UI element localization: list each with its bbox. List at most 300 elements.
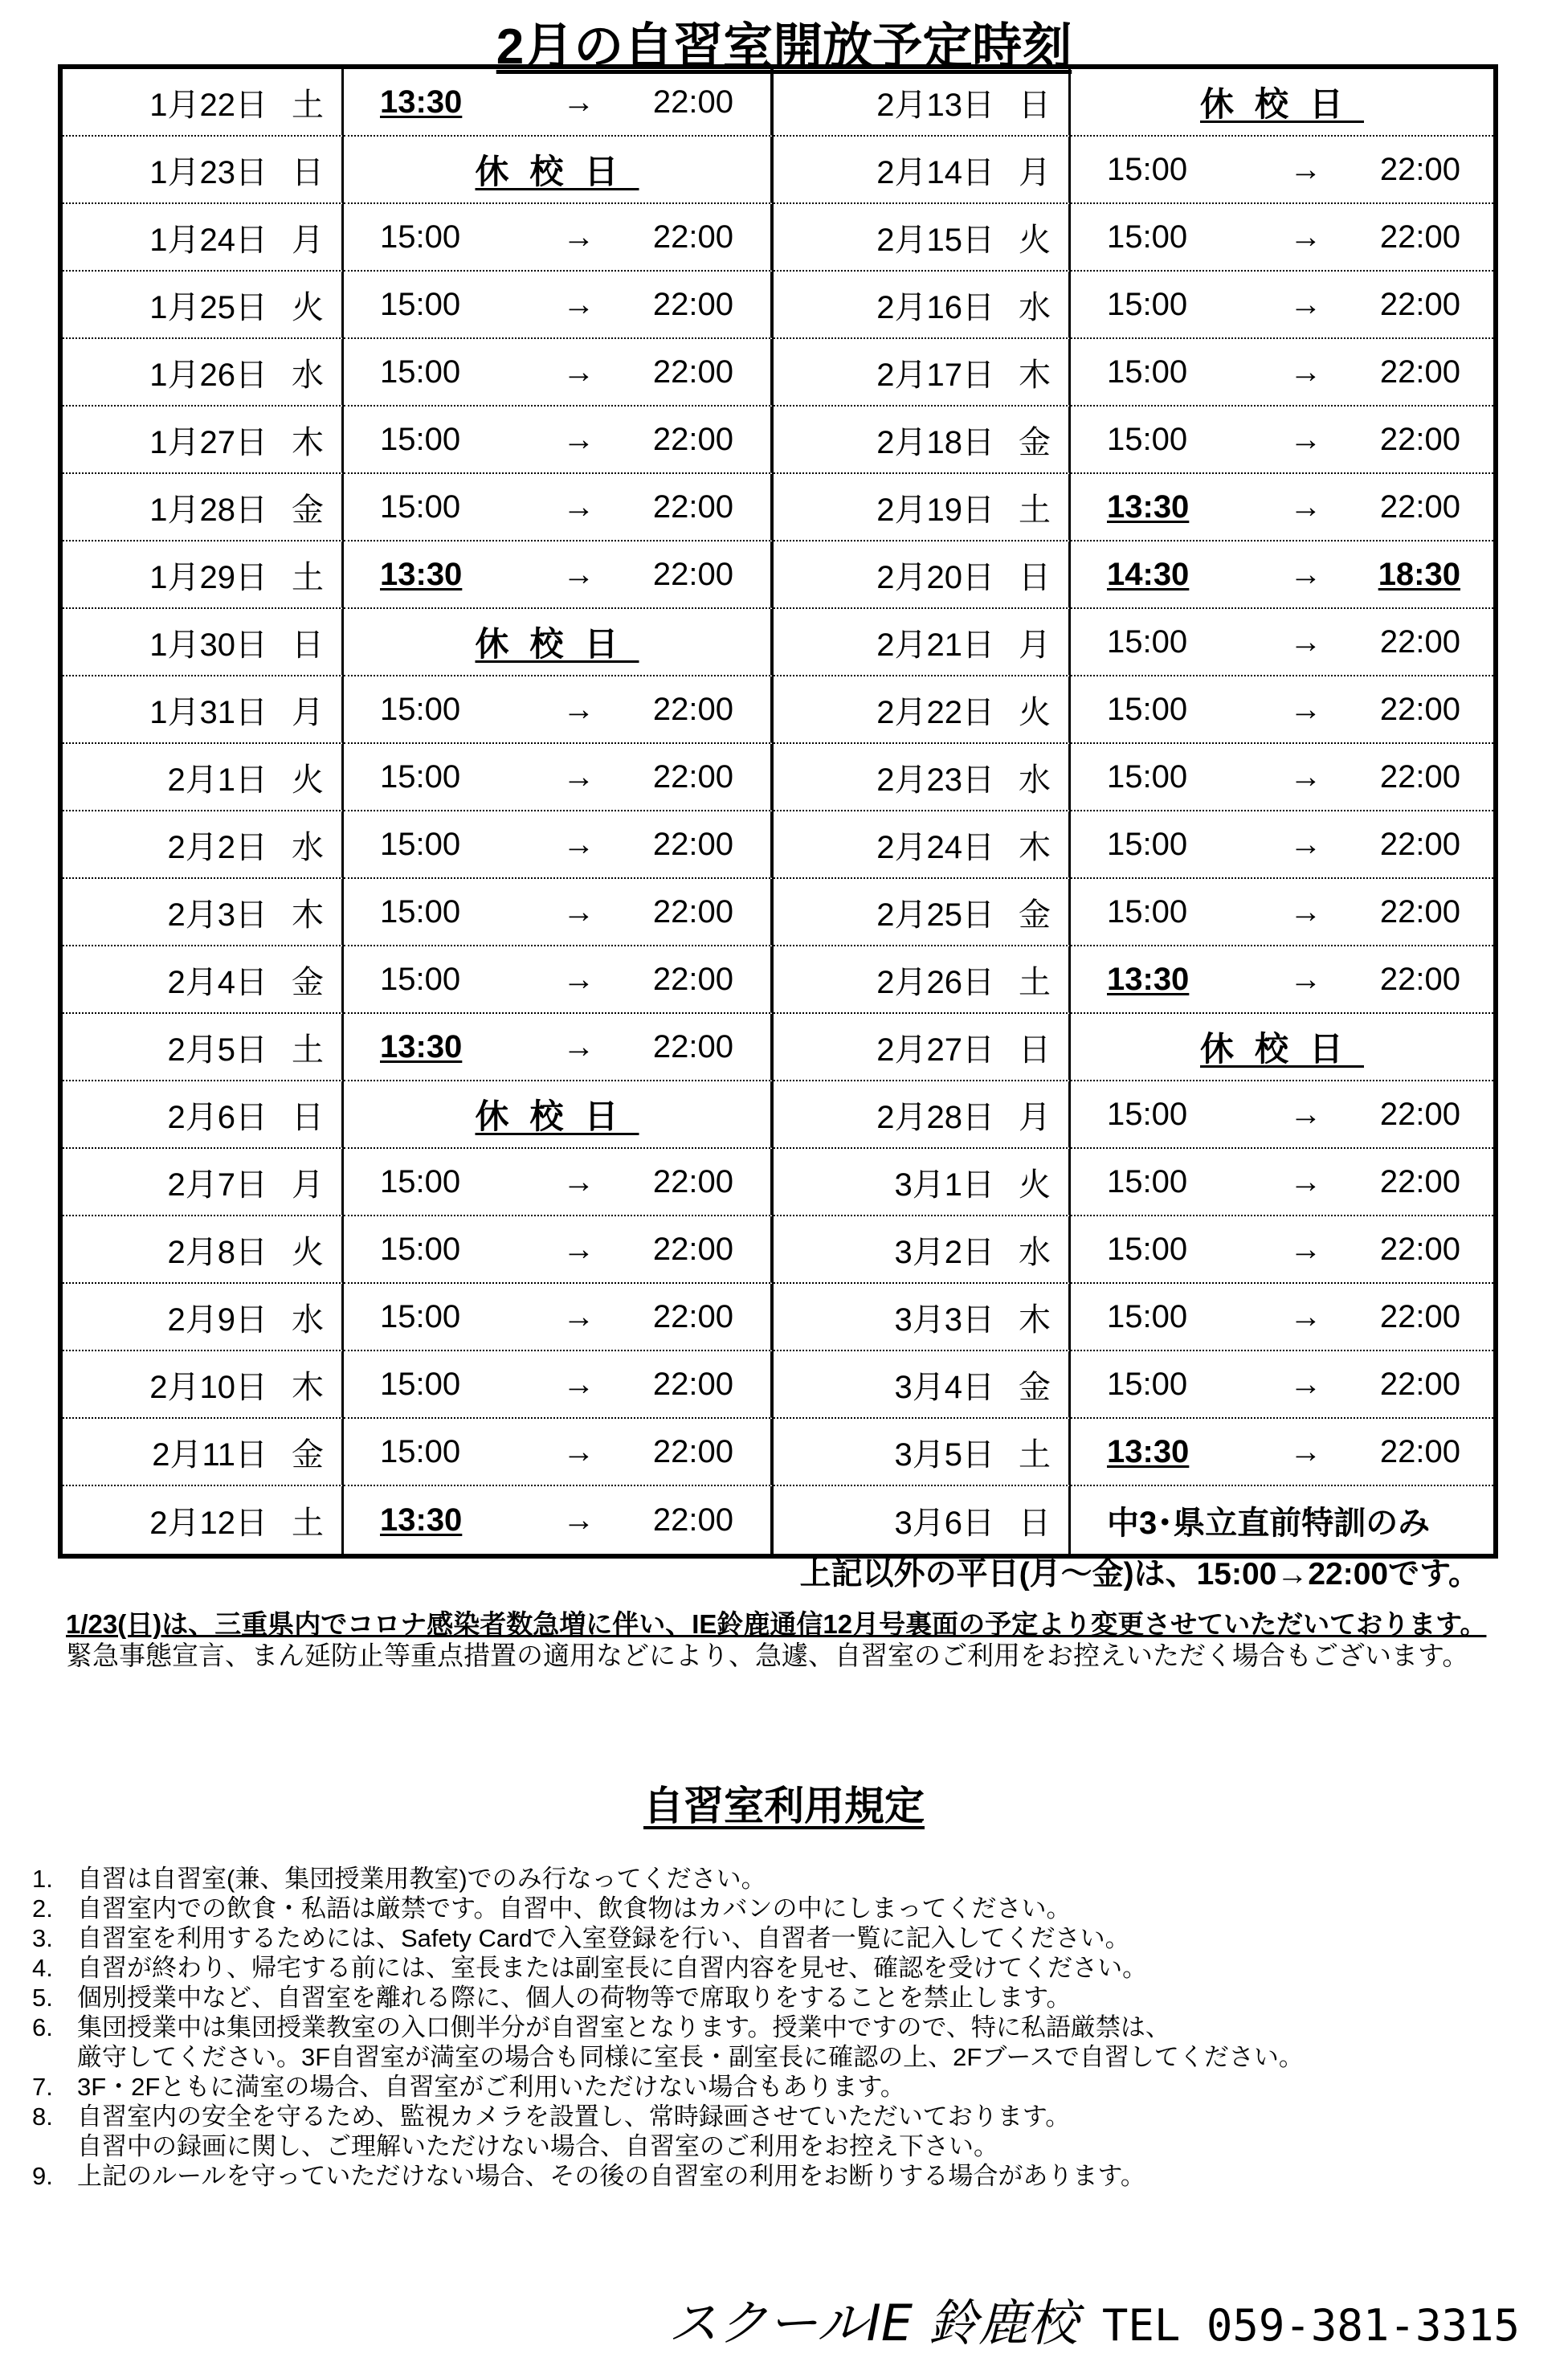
end-time: 22:00	[1379, 1096, 1460, 1132]
date-cell	[774, 1486, 1071, 1554]
date-cell	[63, 137, 344, 204]
end-time: 22:00	[652, 893, 733, 930]
date-cell	[774, 474, 1071, 541]
arrow: →	[1289, 758, 1322, 795]
arrow: →	[1289, 893, 1322, 930]
date-cell	[63, 811, 344, 879]
arrow: →	[562, 1433, 595, 1469]
weekday: 土	[1019, 492, 1051, 528]
start-time: 15:00	[1107, 691, 1188, 727]
date: 1月26日	[149, 357, 267, 393]
date: 2月5日	[167, 1032, 267, 1068]
weekday-hours-note: 上記以外の平日(月～金)は、15:00→22:00です。	[799, 1557, 1480, 1592]
time-cell	[1071, 1216, 1493, 1284]
rule-item	[32, 1953, 1542, 1983]
date-cell	[63, 204, 344, 272]
time-cell	[1071, 744, 1493, 811]
time-cell	[1071, 1081, 1493, 1149]
end-time: 22:00	[652, 286, 733, 322]
arrow: →	[562, 1502, 595, 1538]
date: 2月17日	[876, 357, 994, 393]
rule-text-continued: 厳守してください。3F自習室が満室の場合も同様に室長・副室長に確認の上、2Fブースで自習してください。	[77, 2043, 1304, 2071]
weekday: 金	[292, 964, 324, 1000]
notice	[66, 1608, 1544, 1671]
start-time: 15:00	[380, 488, 461, 525]
time-cell	[1071, 204, 1493, 272]
date-cell	[63, 1351, 344, 1419]
start-time: 15:00	[1107, 1163, 1188, 1199]
rule-item	[32, 2012, 1542, 2042]
weekday: 土	[292, 87, 324, 123]
end-time: 18:30	[1378, 556, 1460, 592]
arrow: →	[1289, 1298, 1322, 1334]
arrow: →	[562, 826, 595, 862]
end-time: 22:00	[652, 1502, 733, 1538]
time-cell	[344, 744, 774, 811]
arrow: →	[562, 758, 595, 795]
time-cell	[344, 1351, 774, 1419]
date-cell	[774, 1149, 1071, 1216]
start-time: 15:00	[380, 1163, 461, 1199]
arrow: →	[562, 84, 595, 120]
date-cell	[63, 1486, 344, 1554]
weekday: 水	[292, 829, 324, 865]
weekday: 土	[292, 1032, 324, 1068]
date-cell	[774, 541, 1071, 609]
end-time: 22:00	[652, 1163, 733, 1199]
arrow: →	[562, 1366, 595, 1402]
rule-number: 9.	[32, 2162, 53, 2190]
weekday: 水	[292, 357, 324, 393]
date-cell	[774, 744, 1071, 811]
end-time: 22:00	[1379, 353, 1460, 390]
date-cell	[63, 1419, 344, 1486]
start-time: 15:00	[1107, 623, 1188, 660]
weekday: 木	[1019, 1301, 1051, 1338]
rule-number: 1.	[32, 1865, 53, 1893]
end-time: 22:00	[1379, 893, 1460, 930]
date-cell	[63, 541, 344, 609]
start-time: 15:00	[380, 286, 461, 322]
date-cell	[774, 1216, 1071, 1284]
end-time: 22:00	[1379, 1163, 1460, 1199]
date-cell	[774, 676, 1071, 744]
date: 3月3日	[894, 1301, 994, 1338]
weekday: 日	[1019, 1505, 1051, 1541]
date: 2月15日	[876, 222, 994, 258]
end-time: 22:00	[652, 1231, 733, 1267]
date-cell	[774, 272, 1071, 339]
start-time: 15:00	[1107, 893, 1188, 930]
rule-number: 2.	[32, 1894, 53, 1923]
end-time: 22:00	[1379, 961, 1460, 997]
end-time: 22:00	[652, 84, 733, 120]
weekday: 木	[1019, 829, 1051, 865]
date: 2月2日	[167, 829, 267, 865]
date: 3月2日	[894, 1234, 994, 1270]
start-time: 15:00	[380, 826, 461, 862]
date-cell	[63, 609, 344, 676]
date-cell	[63, 474, 344, 541]
date: 2月13日	[876, 87, 994, 123]
end-time: 22:00	[652, 1028, 733, 1064]
rule-text: 自習室内での飲食・私語は厳禁です。自習中、飲食物はカバンの中にしまってください。	[77, 1894, 1072, 1923]
date: 2月20日	[876, 559, 994, 595]
time-cell	[1071, 339, 1493, 407]
weekday: 木	[292, 1369, 324, 1405]
time-cell	[1071, 676, 1493, 744]
rule-text: 上記のルールを守っていただけない場合、その後の自習室の利用をお断りする場合があります。	[77, 2162, 1145, 2190]
closed-day-cell	[344, 609, 774, 676]
date: 3月4日	[894, 1369, 994, 1405]
start-time: 15:00	[380, 1231, 461, 1267]
end-time: 22:00	[1379, 758, 1460, 795]
date: 1月22日	[149, 87, 267, 123]
rule-text: 自習室内の安全を守るため、監視カメラを設置し、常時録画させていただいております。	[77, 2102, 1071, 2131]
closed-day-cell	[344, 137, 774, 204]
closed-day-cell	[1071, 69, 1493, 137]
school-name: スクールIE 鈴鹿校	[668, 2294, 1078, 2352]
rule-number: 3.	[32, 1924, 53, 1952]
date-cell	[63, 744, 344, 811]
arrow: →	[1289, 219, 1322, 255]
start-time: 15:00	[380, 353, 461, 390]
date-cell	[774, 137, 1071, 204]
weekday: 土	[1019, 964, 1051, 1000]
rule-item-continued	[32, 2042, 1542, 2072]
time-cell	[344, 272, 774, 339]
weekday: 月	[1019, 154, 1051, 190]
end-time: 22:00	[652, 488, 733, 525]
arrow: →	[1289, 1433, 1322, 1469]
weekday: 火	[292, 289, 324, 325]
date-cell	[774, 339, 1071, 407]
start-time: 15:00	[380, 1298, 461, 1334]
date-cell	[774, 407, 1071, 474]
end-time: 22:00	[652, 1433, 733, 1469]
date: 2月10日	[149, 1369, 267, 1405]
date: 2月18日	[876, 424, 994, 460]
date-cell	[774, 609, 1071, 676]
end-time: 22:00	[652, 691, 733, 727]
date-cell	[774, 204, 1071, 272]
date-cell	[63, 1149, 344, 1216]
date-cell	[774, 1081, 1071, 1149]
date: 2月4日	[167, 964, 267, 1000]
weekday: 火	[292, 1234, 324, 1270]
start-time: 15:00	[1107, 758, 1188, 795]
date-cell	[774, 1284, 1071, 1351]
arrow: →	[562, 421, 595, 457]
time-cell	[344, 69, 774, 137]
date-cell	[63, 1081, 344, 1149]
rule-text: 自習は自習室(兼、集団授業用教室)でのみ行なってください。	[77, 1865, 766, 1893]
time-cell	[1071, 541, 1493, 609]
date: 2月11日	[152, 1436, 267, 1473]
rule-number: 7.	[32, 2073, 53, 2101]
weekday: 水	[1019, 289, 1051, 325]
date-cell	[774, 811, 1071, 879]
end-time: 22:00	[652, 826, 733, 862]
closed-label: 休校日	[475, 153, 639, 190]
date-cell	[774, 1014, 1071, 1081]
arrow: →	[1289, 961, 1322, 997]
arrow: →	[562, 691, 595, 727]
date-cell	[774, 879, 1071, 946]
start-time: 14:30	[1107, 556, 1190, 592]
arrow: →	[1289, 421, 1322, 457]
telephone: TEL 059-381-3315	[1101, 2300, 1520, 2351]
date: 2月6日	[167, 1099, 267, 1135]
end-time: 22:00	[652, 353, 733, 390]
start-time: 15:00	[1107, 151, 1188, 187]
page-title: 2月の自習室開放予定時刻	[496, 19, 1072, 75]
rule-item	[32, 2072, 1542, 2102]
end-time: 22:00	[1379, 488, 1460, 525]
rule-number: 4.	[32, 1954, 53, 1982]
end-time: 22:00	[652, 1298, 733, 1334]
arrow: →	[1289, 1366, 1322, 1402]
arrow: →	[1289, 286, 1322, 322]
start-time: 15:00	[1107, 1298, 1188, 1334]
date: 1月28日	[149, 492, 267, 528]
date: 2月27日	[876, 1032, 994, 1068]
arrow: →	[1289, 691, 1322, 727]
rules-title: 自習室利用規定	[643, 1784, 925, 1829]
weekday: 金	[292, 492, 324, 528]
date: 3月5日	[894, 1436, 994, 1473]
date-cell	[63, 676, 344, 744]
weekday: 月	[292, 1167, 324, 1203]
arrow: →	[562, 1298, 595, 1334]
time-cell	[1071, 1149, 1493, 1216]
end-time: 22:00	[652, 556, 733, 592]
closed-day-cell	[1071, 1014, 1493, 1081]
closed-label: 休校日	[475, 625, 639, 663]
rule-text: 集団授業中は集団授業教室の入口側半分が自習室となります。授業中ですので、特に私語厳禁は、	[77, 2013, 1170, 2041]
weekday: 水	[1019, 762, 1051, 798]
time-cell	[344, 1014, 774, 1081]
time-cell	[344, 1419, 774, 1486]
weekday: 月	[292, 222, 324, 258]
start-time: 15:00	[1107, 353, 1188, 390]
date: 3月6日	[894, 1505, 994, 1541]
time-cell	[344, 676, 774, 744]
end-time: 22:00	[1379, 1433, 1460, 1469]
start-time: 13:30	[1107, 961, 1190, 997]
rule-number: 8.	[32, 2102, 53, 2131]
end-time: 22:00	[1379, 1298, 1460, 1334]
time-cell	[1071, 474, 1493, 541]
date-cell	[774, 946, 1071, 1014]
weekday: 日	[292, 154, 324, 190]
end-time: 22:00	[652, 961, 733, 997]
weekday: 日	[1019, 87, 1051, 123]
notice-change: 1/23(日)は、三重県内でコロナ感染者数急増に伴い、IE鈴鹿通信12月号裏面の予定より変更させていただいております。	[66, 1609, 1487, 1639]
date-cell	[63, 69, 344, 137]
time-cell	[1071, 879, 1493, 946]
rule-item	[32, 1894, 1542, 1923]
weekday: 金	[1019, 424, 1051, 460]
arrow: →	[562, 1231, 595, 1267]
arrow: →	[1289, 1096, 1322, 1132]
weekday: 金	[1019, 1369, 1051, 1405]
date-cell	[774, 1419, 1071, 1486]
start-time: 15:00	[1107, 219, 1188, 255]
date: 1月27日	[149, 424, 267, 460]
date: 1月25日	[149, 289, 267, 325]
arrow: →	[562, 1028, 595, 1064]
end-time: 22:00	[652, 421, 733, 457]
weekday: 日	[292, 1099, 324, 1135]
closed-label: 休校日	[1199, 85, 1364, 123]
rule-item	[32, 2161, 1542, 2191]
weekday: 火	[1019, 222, 1051, 258]
special-note-cell: 中3･県立直前特訓のみ	[1107, 1505, 1431, 1541]
date: 1月30日	[149, 627, 267, 663]
time-cell	[344, 407, 774, 474]
start-time: 15:00	[380, 893, 461, 930]
weekday: 火	[1019, 694, 1051, 730]
weekday: 月	[292, 694, 324, 730]
footer	[668, 2283, 1520, 2355]
start-time: 15:00	[380, 421, 461, 457]
weekday: 水	[292, 1301, 324, 1338]
weekday: 火	[1019, 1167, 1051, 1203]
weekday: 木	[292, 897, 324, 933]
start-time: 15:00	[380, 961, 461, 997]
end-time: 22:00	[652, 1366, 733, 1402]
time-cell	[1071, 407, 1493, 474]
time-cell	[1071, 1284, 1493, 1351]
time-cell	[344, 204, 774, 272]
date-cell	[774, 1351, 1071, 1419]
rule-text: 自習室を利用するためには、Safety Cardで入室登録を行い、自習者一覧に記入してください。	[77, 1924, 1130, 1952]
date: 2月25日	[876, 897, 994, 933]
date-cell	[63, 1216, 344, 1284]
closed-label: 休校日	[1199, 1030, 1364, 1068]
arrow: →	[562, 286, 595, 322]
date: 1月23日	[149, 154, 267, 190]
date: 2月14日	[876, 154, 994, 190]
date: 3月1日	[894, 1167, 994, 1203]
date: 2月22日	[876, 694, 994, 730]
weekday: 日	[1019, 1032, 1051, 1068]
arrow: →	[562, 353, 595, 390]
date: 2月21日	[876, 627, 994, 663]
arrow: →	[562, 488, 595, 525]
weekday: 金	[292, 1436, 324, 1473]
rule-number: 5.	[32, 1984, 53, 2012]
start-time: 13:30	[1107, 1433, 1190, 1469]
time-cell	[1071, 811, 1493, 879]
date: 2月23日	[876, 762, 994, 798]
date: 2月1日	[167, 762, 267, 798]
date: 2月8日	[167, 1234, 267, 1270]
weekday: 土	[1019, 1436, 1051, 1473]
date: 2月3日	[167, 897, 267, 933]
arrow: →	[1289, 556, 1322, 592]
arrow: →	[1289, 623, 1322, 660]
date: 2月7日	[167, 1167, 267, 1203]
arrow: →	[1289, 1231, 1322, 1267]
arrow: →	[1289, 1163, 1322, 1199]
rule-text: 個別授業中など、自習室を離れる際に、個人の荷物等で席取りをすることを禁止します。	[77, 1984, 1072, 2012]
arrow: →	[1289, 826, 1322, 862]
end-time: 22:00	[652, 758, 733, 795]
end-time: 22:00	[1379, 1366, 1460, 1402]
time-cell	[344, 811, 774, 879]
date: 2月9日	[167, 1301, 267, 1338]
arrow: →	[562, 556, 595, 592]
start-time: 15:00	[380, 1433, 461, 1469]
date-cell	[63, 879, 344, 946]
arrow: →	[562, 961, 595, 997]
end-time: 22:00	[652, 219, 733, 255]
date-cell	[63, 946, 344, 1014]
weekday: 月	[1019, 627, 1051, 663]
time-cell	[344, 946, 774, 1014]
time-cell	[344, 1284, 774, 1351]
arrow: →	[1289, 353, 1322, 390]
start-time: 15:00	[380, 758, 461, 795]
end-time: 22:00	[1379, 826, 1460, 862]
date: 2月28日	[876, 1099, 994, 1135]
end-time: 22:00	[1379, 691, 1460, 727]
start-time: 15:00	[1107, 286, 1188, 322]
time-cell	[1071, 1351, 1493, 1419]
date: 2月16日	[876, 289, 994, 325]
weekday: 金	[1019, 897, 1051, 933]
arrow: →	[562, 219, 595, 255]
rule-item	[32, 2102, 1542, 2131]
date-cell	[63, 339, 344, 407]
start-time: 13:30	[380, 1028, 463, 1064]
date: 1月29日	[149, 559, 267, 595]
time-cell	[344, 1216, 774, 1284]
time-cell	[1071, 946, 1493, 1014]
end-time: 22:00	[1379, 1231, 1460, 1267]
start-time: 15:00	[1107, 421, 1188, 457]
start-time: 15:00	[1107, 1366, 1188, 1402]
time-cell	[1071, 609, 1493, 676]
end-time: 22:00	[1379, 421, 1460, 457]
start-time: 15:00	[380, 1366, 461, 1402]
date: 1月31日	[149, 694, 267, 730]
date: 2月12日	[149, 1505, 267, 1541]
weekday: 水	[1019, 1234, 1051, 1270]
weekday: 木	[1019, 357, 1051, 393]
time-cell	[1071, 1419, 1493, 1486]
end-time: 22:00	[1379, 286, 1460, 322]
time-cell	[344, 541, 774, 609]
rule-item	[32, 1983, 1542, 2012]
time-cell	[344, 1149, 774, 1216]
time-cell	[1071, 272, 1493, 339]
rules-list	[32, 1864, 1542, 2191]
arrow: →	[562, 1163, 595, 1199]
arrow: →	[562, 893, 595, 930]
date: 1月24日	[149, 222, 267, 258]
date-cell	[63, 1284, 344, 1351]
date-cell	[774, 69, 1071, 137]
weekday: 土	[292, 1505, 324, 1541]
closed-label: 休校日	[475, 1097, 639, 1135]
date: 2月26日	[876, 964, 994, 1000]
time-cell	[344, 1486, 774, 1554]
weekday: 日	[292, 627, 324, 663]
time-cell	[344, 339, 774, 407]
